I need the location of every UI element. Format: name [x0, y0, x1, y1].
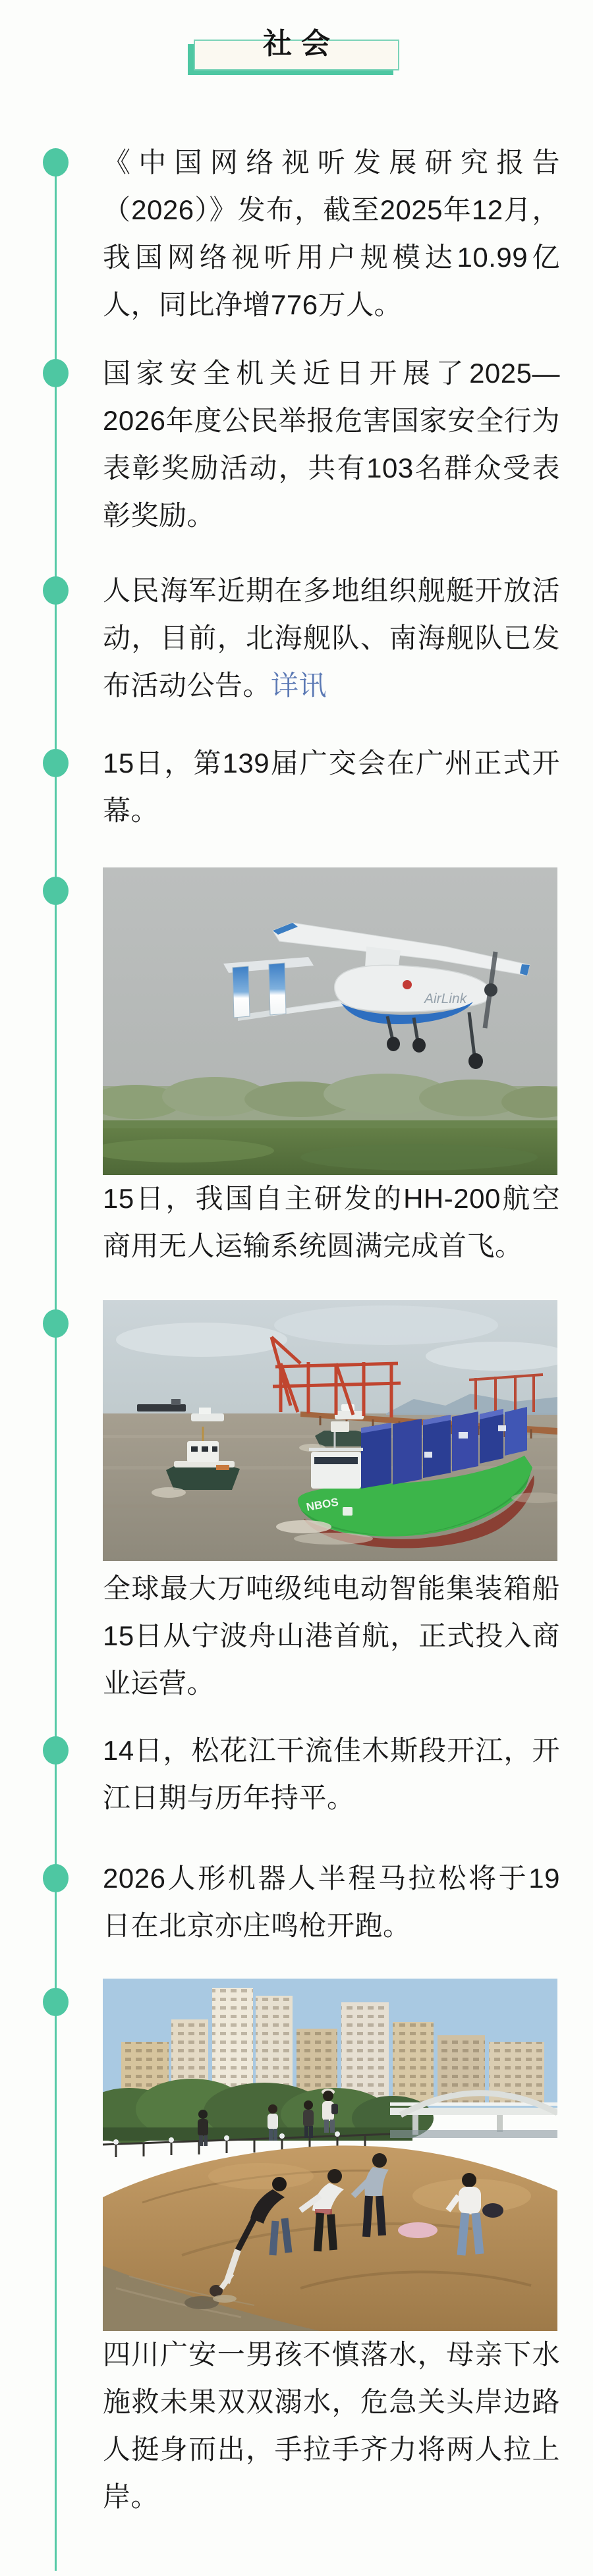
- detail-link[interactable]: 详讯: [271, 670, 327, 701]
- news-photo-rescue[interactable]: [103, 1979, 557, 2331]
- news-text: 《中国网络视听发展研究报告（2026）》发布，截至2025年12月，我国网络视听用户规模达10.99亿人，同比净增776万人。: [103, 147, 560, 320]
- section-title: 社会: [263, 28, 339, 60]
- news-item-7: [0, 1727, 593, 1822]
- bullet-dot: [43, 1988, 69, 2016]
- news-text: 国家安全机关近日开展了2025—2026年度公民举报危害国家安全行为表彰奖励活动，共有103名群众受表彰奖励。: [103, 358, 560, 531]
- bullet-dot: [43, 359, 69, 387]
- news-photo-ship[interactable]: [103, 1300, 557, 1561]
- bullet-dot: [43, 749, 69, 777]
- bullet-dot: [43, 877, 69, 905]
- news-text: 15日，第139届广交会在广州正式开幕。: [103, 748, 560, 826]
- bullet-dot: [43, 576, 69, 605]
- news-text: 2026人形机器人半程马拉松将于19日在北京亦庄鸣枪开跑。: [103, 1863, 560, 1941]
- news-item-3: [0, 567, 593, 709]
- bullet-dot: [43, 1736, 69, 1765]
- news-item-5: [0, 867, 593, 1270]
- section-header: [194, 28, 399, 70]
- bullet-dot: [43, 1309, 69, 1338]
- photo-caption: 全球最大万吨级纯电动智能集装箱船15日从宁波舟山港首航，正式投入商业运营。: [103, 1573, 560, 1699]
- news-item-1: [0, 139, 593, 329]
- uav-livery-text: AirLink: [424, 991, 467, 1006]
- news-photo-uav[interactable]: [103, 867, 557, 1175]
- ship-bow-text: NBOS: [305, 1495, 340, 1514]
- news-item-6: [0, 1300, 593, 1707]
- news-item-2: [0, 350, 593, 539]
- photo-caption: 四川广安一男孩不慎落水，母亲下水施救未果双双溺水，危急关头岸边路人挺身而出，手拉手齐力将两人拉上岸。: [103, 2339, 560, 2512]
- photo-caption: 15日，我国自主研发的HH-200航空商用无人运输系统圆满完成首飞。: [103, 1183, 560, 1261]
- news-list: [0, 139, 593, 2521]
- news-item-9: [0, 1979, 593, 2521]
- bullet-dot: [43, 148, 69, 177]
- news-item-4: [0, 740, 593, 835]
- news-text: 14日，松花江干流佳木斯段开江，开江日期与历年持平。: [103, 1735, 560, 1813]
- news-item-8: [0, 1855, 593, 1950]
- news-text: [103, 567, 560, 709]
- news-text-body: 人民海军近期在多地组织舰艇开放活动，目前，北海舰队、南海舰队已发布活动公告。: [103, 575, 560, 701]
- bullet-dot: [43, 1864, 69, 1892]
